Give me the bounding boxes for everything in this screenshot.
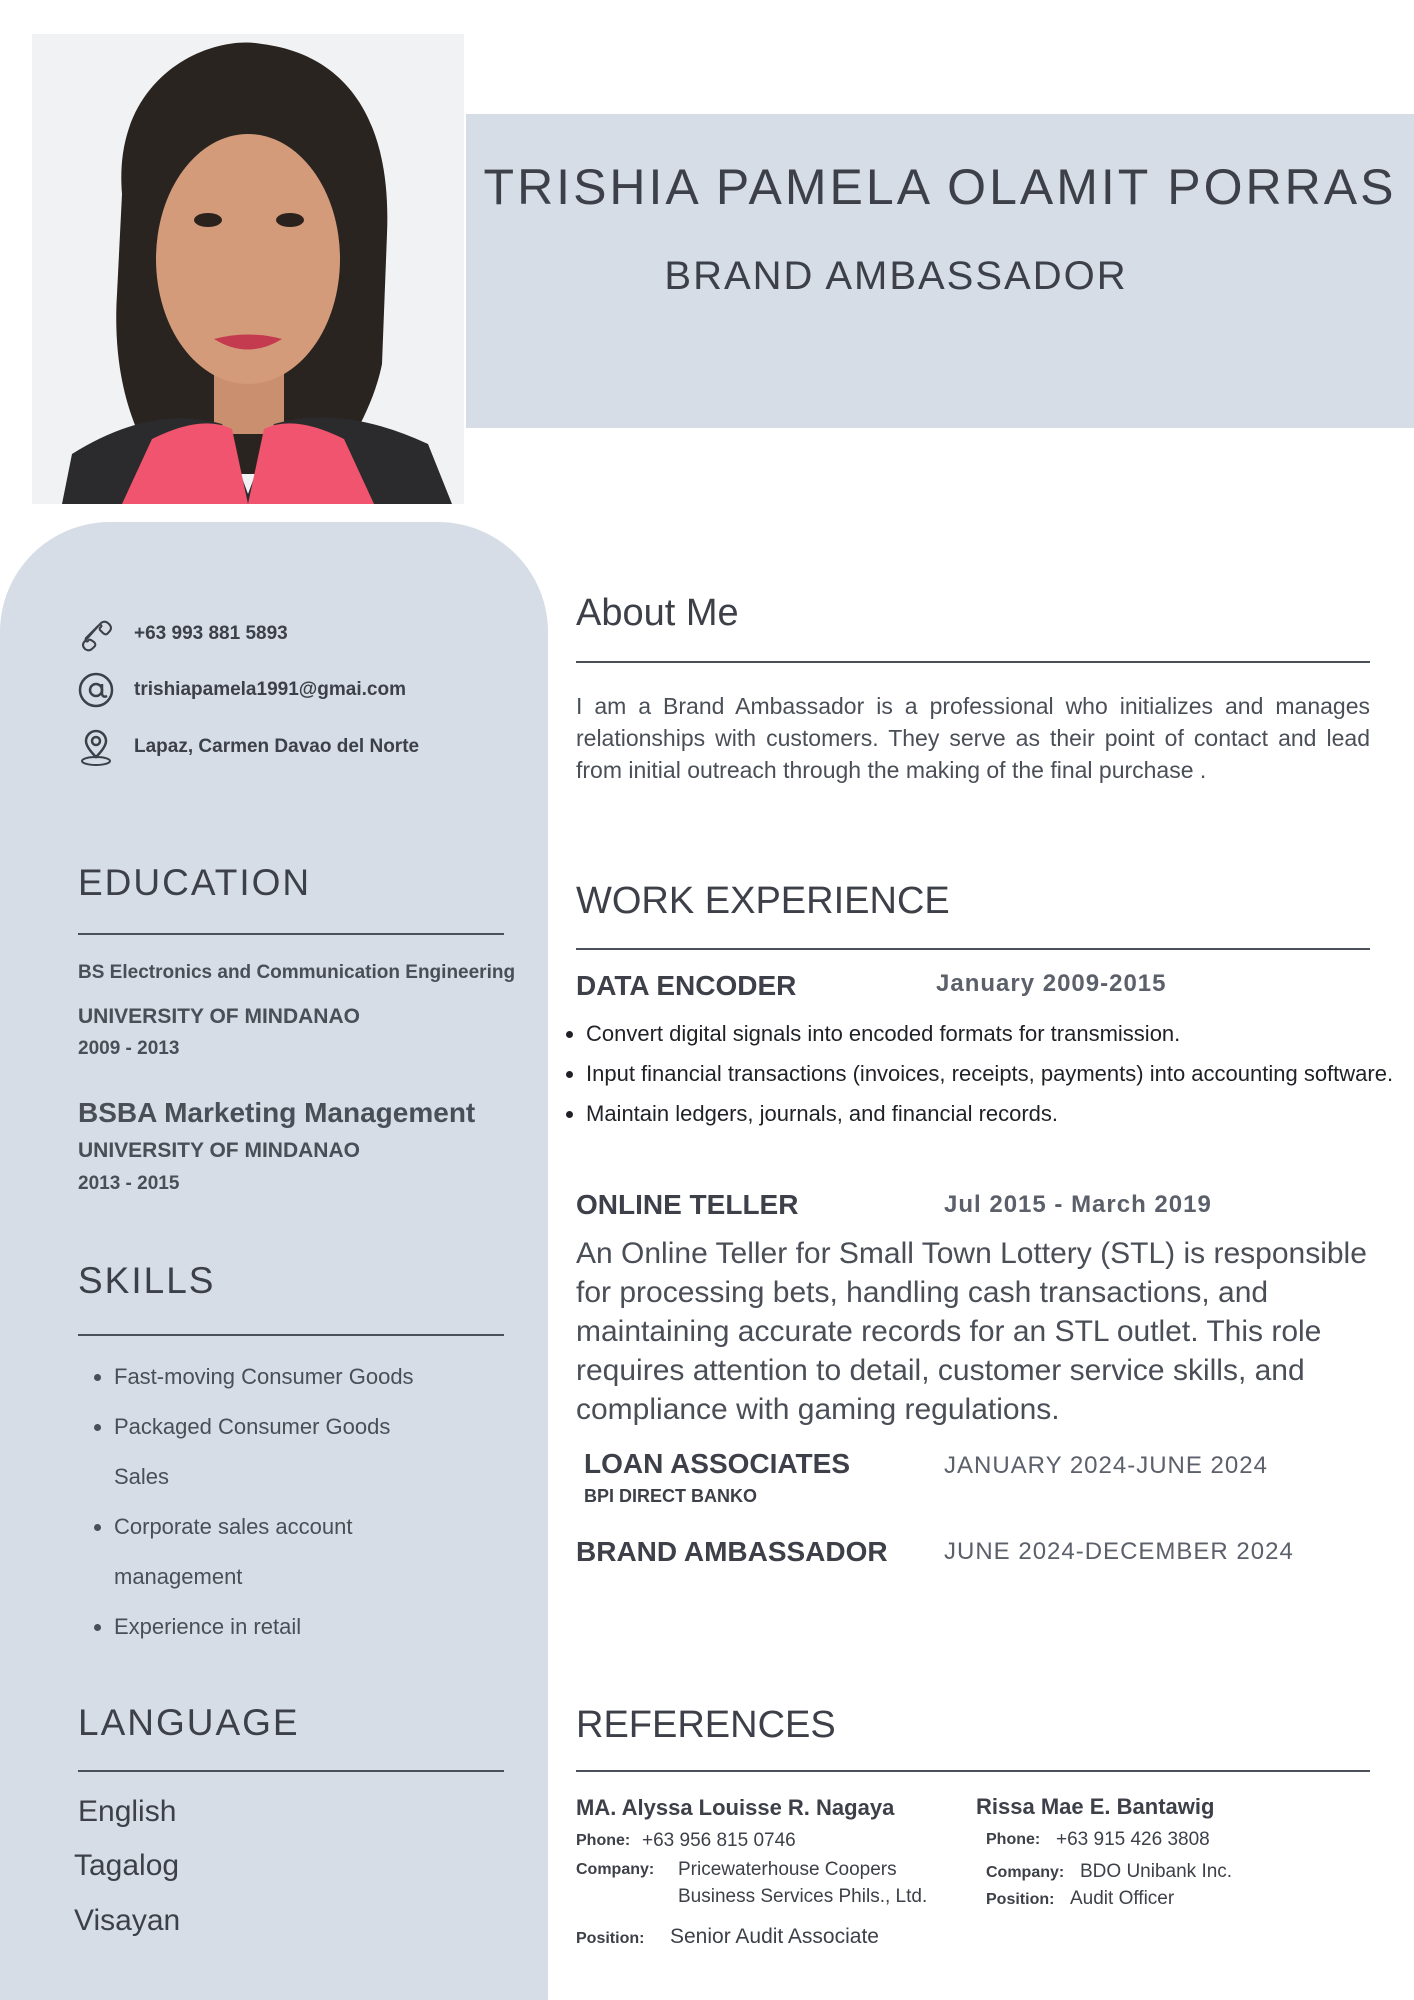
edu-school: UNIVERSITY OF MINDANAO bbox=[78, 1005, 360, 1028]
job-dates: January 2009-2015 bbox=[936, 970, 1167, 997]
reference-company: BDO Unibank Inc. bbox=[1080, 1861, 1233, 1882]
job-description: An Online Teller for Small Town Lottery (STL) is responsible for processing bets, handling cash transactions, and maintaining accurate records for an STL outlet. This role requires attention to detail, customer service skills, and compliance with gaming regulations. bbox=[576, 1237, 1367, 1426]
job-title: DATA ENCODER bbox=[576, 970, 797, 1001]
job-title-header: BRAND AMBASSADOR bbox=[664, 254, 1128, 298]
company-label: Company: bbox=[576, 1861, 655, 1878]
edu-years: 2013 - 2015 bbox=[78, 1173, 180, 1194]
job-dates: Jul 2015 - March 2019 bbox=[944, 1191, 1212, 1218]
contact-address bbox=[76, 727, 419, 767]
reference-phone: +63 956 815 0746 bbox=[642, 1830, 796, 1851]
language-item: Tagalog bbox=[74, 1849, 180, 1882]
list-item: • Corporate sales account management bbox=[114, 1502, 554, 1602]
position-label: Position: bbox=[986, 1891, 1055, 1908]
references-heading: REFERENCES bbox=[576, 1704, 836, 1746]
skills-list bbox=[82, 1352, 554, 1652]
contact-email bbox=[76, 670, 406, 710]
language-item: English bbox=[78, 1795, 177, 1828]
contact-phone bbox=[76, 614, 288, 654]
list-item: • Input financial transactions (invoices, receipts, payments) into accounting software. bbox=[586, 1054, 1414, 1094]
list-item: • Maintain ledgers, journals, and financial records. bbox=[586, 1094, 1414, 1134]
location-pin-icon bbox=[76, 727, 116, 767]
skills-heading: SKILLS bbox=[78, 1260, 216, 1301]
reference-phone: +63 915 426 3808 bbox=[1056, 1829, 1210, 1850]
list-item: • Experience in retail bbox=[114, 1602, 554, 1652]
job-title: LOAN ASSOCIATES bbox=[584, 1448, 851, 1479]
phone-text: +63 993 881 5893 bbox=[134, 623, 288, 644]
job-dates: JUNE 2024-DECEMBER 2024 bbox=[944, 1538, 1294, 1565]
address-text: Lapaz, Carmen Davao del Norte bbox=[134, 736, 420, 757]
edu-degree: BS Electronics and Communication Engineering bbox=[78, 962, 516, 983]
reference-name: Rissa Mae E. Bantawig bbox=[976, 1794, 1215, 1819]
company-label: Company: bbox=[986, 1864, 1065, 1881]
reference-company: Pricewaterhouse Coopers bbox=[678, 1859, 897, 1880]
language-item: Visayan bbox=[74, 1904, 181, 1937]
position-label: Position: bbox=[576, 1930, 645, 1947]
reference-position: Senior Audit Associate bbox=[670, 1925, 879, 1948]
work-heading: WORK EXPERIENCE bbox=[576, 880, 950, 922]
reference-company: Business Services Phils., Ltd. bbox=[678, 1886, 928, 1907]
profile-photo bbox=[32, 34, 464, 504]
language-heading: LANGUAGE bbox=[78, 1702, 300, 1743]
about-text: I am a Brand Ambassador is a professional who initializes and manages relationships with customers. They serve as their point of contact and lead from initial outreach through the making of the final purchase . bbox=[576, 693, 1370, 783]
list-item: • Convert digital signals into encoded formats for transmission. bbox=[586, 1014, 1414, 1054]
job-bullets bbox=[560, 1014, 1414, 1134]
edu-years: 2009 - 2013 bbox=[78, 1038, 180, 1059]
phone-icon bbox=[76, 614, 116, 654]
divider bbox=[78, 1770, 504, 1772]
list-item: • Fast-moving Consumer Goods bbox=[114, 1352, 554, 1402]
divider bbox=[576, 661, 1370, 663]
reference-name: MA. Alyssa Louisse R. Nagaya bbox=[576, 1795, 895, 1820]
email-icon bbox=[76, 670, 116, 710]
about-heading: About Me bbox=[576, 592, 739, 634]
job-title: ONLINE TELLER bbox=[576, 1189, 799, 1220]
phone-label: Phone: bbox=[986, 1831, 1041, 1848]
education-heading: EDUCATION bbox=[78, 862, 312, 903]
edu-school: UNIVERSITY OF MINDANAO bbox=[78, 1139, 360, 1162]
full-name: TRISHIA PAMELA OLAMIT PORRAS bbox=[483, 159, 1397, 215]
divider bbox=[78, 1334, 504, 1336]
email-text: trishiapamela1991@gmai.com bbox=[134, 679, 406, 700]
list-item: • Packaged Consumer Goods Sales bbox=[114, 1402, 554, 1502]
job-company: BPI DIRECT BANKO bbox=[584, 1486, 758, 1506]
job-dates: JANUARY 2024-JUNE 2024 bbox=[944, 1452, 1268, 1479]
job-title: BRAND AMBASSADOR bbox=[576, 1536, 888, 1567]
divider bbox=[576, 1770, 1370, 1772]
divider bbox=[78, 933, 504, 935]
reference-position: Audit Officer bbox=[1070, 1888, 1175, 1909]
phone-label: Phone: bbox=[576, 1832, 631, 1849]
edu-degree: BSBA Marketing Management bbox=[78, 1097, 476, 1128]
divider bbox=[576, 948, 1370, 950]
